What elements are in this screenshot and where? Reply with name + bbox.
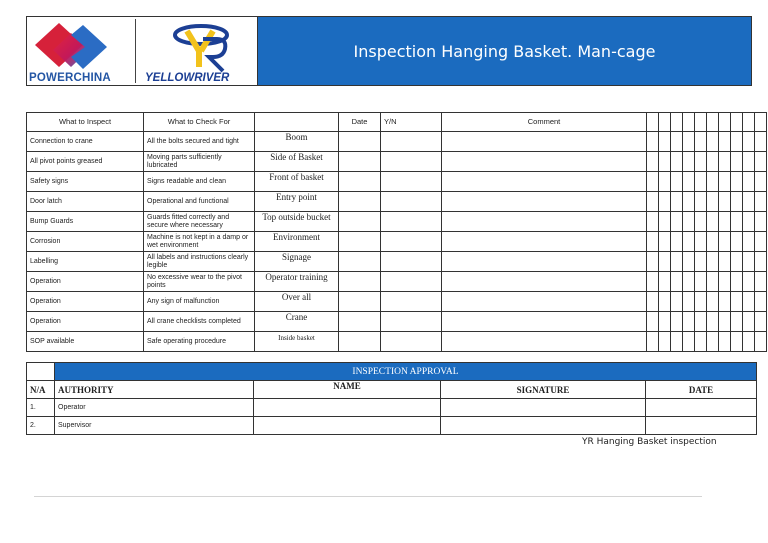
tick-box[interactable] xyxy=(719,312,731,332)
tick-box[interactable] xyxy=(755,172,767,192)
header-tick-box xyxy=(743,113,755,132)
approval-row-number: 2. xyxy=(27,417,55,435)
yn-field[interactable] xyxy=(381,232,442,252)
check-for-cell: Operational and functional xyxy=(144,192,255,212)
inspect-item-cell: Safety signs xyxy=(27,172,144,192)
location-cell: Signage xyxy=(255,252,339,272)
tick-box[interactable] xyxy=(671,152,683,172)
inspect-item-cell: Operation xyxy=(27,292,144,312)
tick-box[interactable] xyxy=(731,232,743,252)
tick-box[interactable] xyxy=(647,272,659,292)
tick-box[interactable] xyxy=(647,232,659,252)
location-cell: Side of Basket xyxy=(255,152,339,172)
header-comment: Comment xyxy=(442,113,647,132)
tick-box[interactable] xyxy=(755,292,767,312)
date-field[interactable] xyxy=(339,252,381,272)
tick-box[interactable] xyxy=(671,132,683,152)
approval-signature-field[interactable] xyxy=(441,417,646,435)
tick-box[interactable] xyxy=(731,152,743,172)
tick-box[interactable] xyxy=(731,312,743,332)
tick-box[interactable] xyxy=(731,172,743,192)
header-date: Date xyxy=(339,113,381,132)
comment-field[interactable] xyxy=(442,192,647,212)
tick-box[interactable] xyxy=(683,252,695,272)
tick-box[interactable] xyxy=(707,292,719,312)
header-tick-box xyxy=(671,113,683,132)
tick-box[interactable] xyxy=(671,312,683,332)
date-field[interactable] xyxy=(339,312,381,332)
tick-box[interactable] xyxy=(719,152,731,172)
yn-field[interactable] xyxy=(381,192,442,212)
tick-box[interactable] xyxy=(755,312,767,332)
header-tick-box xyxy=(683,113,695,132)
logo-divider xyxy=(135,19,136,83)
approval-table xyxy=(26,362,757,435)
tick-box[interactable] xyxy=(671,192,683,212)
header-tick-box xyxy=(731,113,743,132)
tick-box[interactable] xyxy=(719,212,731,232)
tick-box[interactable] xyxy=(755,272,767,292)
location-cell: Inside basket xyxy=(255,332,339,352)
inspect-item-cell: Corrosion xyxy=(27,232,144,252)
approval-band-title: INSPECTION APPROVAL xyxy=(55,363,757,381)
tick-box[interactable] xyxy=(743,212,755,232)
yn-field[interactable] xyxy=(381,252,442,272)
header-tick-box xyxy=(719,113,731,132)
title-band xyxy=(258,17,751,85)
date-field[interactable] xyxy=(339,332,381,352)
check-for-cell: Any sign of malfunction xyxy=(144,292,255,312)
inspect-item-cell: Operation xyxy=(27,272,144,292)
location-cell: Entry point xyxy=(255,192,339,212)
tick-box[interactable] xyxy=(659,132,671,152)
approval-signature-field[interactable] xyxy=(441,399,646,417)
tick-box[interactable] xyxy=(683,212,695,232)
tick-box[interactable] xyxy=(695,172,707,192)
tick-box[interactable] xyxy=(719,272,731,292)
logo-area xyxy=(27,17,258,85)
tick-box[interactable] xyxy=(659,292,671,312)
check-for-cell: All crane checklists completed xyxy=(144,312,255,332)
tick-box[interactable] xyxy=(731,292,743,312)
header-signature: SIGNATURE xyxy=(441,381,646,399)
tick-box[interactable] xyxy=(707,232,719,252)
tick-box[interactable] xyxy=(707,192,719,212)
yellowriver-logo xyxy=(139,17,257,85)
tick-box[interactable] xyxy=(659,312,671,332)
location-cell: Over all xyxy=(255,292,339,312)
tick-box[interactable] xyxy=(647,332,659,352)
tick-box[interactable] xyxy=(647,152,659,172)
approval-date-field[interactable] xyxy=(646,417,757,435)
tick-box[interactable] xyxy=(647,192,659,212)
inspection-table xyxy=(26,112,767,352)
tick-box[interactable] xyxy=(731,212,743,232)
comment-field[interactable] xyxy=(442,272,647,292)
approval-band-spacer xyxy=(27,363,55,381)
comment-field[interactable] xyxy=(442,292,647,312)
yn-field[interactable] xyxy=(381,312,442,332)
check-for-cell: All labels and instructions clearly legible xyxy=(144,252,255,272)
header-tick-box xyxy=(755,113,767,132)
inspect-item-cell: SOP available xyxy=(27,332,144,352)
check-for-cell: Moving parts sufficiently lubricated xyxy=(144,152,255,172)
header-location xyxy=(255,113,339,132)
tick-box[interactable] xyxy=(707,132,719,152)
location-cell: Front of basket xyxy=(255,172,339,192)
check-for-cell: Machine is not kept in a damp or wet environment xyxy=(144,232,255,252)
tick-box[interactable] xyxy=(707,252,719,272)
tick-box[interactable] xyxy=(683,192,695,212)
location-cell: Boom xyxy=(255,132,339,152)
tick-box[interactable] xyxy=(683,132,695,152)
inspect-item-cell: Labelling xyxy=(27,252,144,272)
tick-box[interactable] xyxy=(743,192,755,212)
table-row xyxy=(27,292,767,312)
comment-field[interactable] xyxy=(442,132,647,152)
table-row xyxy=(27,132,767,152)
header-na: N/A xyxy=(27,381,55,399)
table-row xyxy=(27,332,767,352)
comment-field[interactable] xyxy=(442,232,647,252)
yn-field[interactable] xyxy=(381,152,442,172)
tick-box[interactable] xyxy=(647,132,659,152)
footer-divider xyxy=(34,496,702,497)
tick-box[interactable] xyxy=(659,332,671,352)
tick-box[interactable] xyxy=(707,312,719,332)
tick-box[interactable] xyxy=(683,332,695,352)
header-tick-box xyxy=(707,113,719,132)
inspect-item-cell: Bump Guards xyxy=(27,212,144,232)
location-cell: Crane xyxy=(255,312,339,332)
tick-box[interactable] xyxy=(671,172,683,192)
tick-box[interactable] xyxy=(743,252,755,272)
yn-field[interactable] xyxy=(381,292,442,312)
yn-field[interactable] xyxy=(381,332,442,352)
approval-row-authority: Operator xyxy=(55,399,254,417)
table-row xyxy=(27,192,767,212)
tick-box[interactable] xyxy=(695,272,707,292)
powerchina-logo-text: POWERCHINA xyxy=(29,72,111,84)
tick-box[interactable] xyxy=(695,132,707,152)
tick-box[interactable] xyxy=(695,192,707,212)
tick-box[interactable] xyxy=(671,272,683,292)
date-field[interactable] xyxy=(339,172,381,192)
tick-box[interactable] xyxy=(719,232,731,252)
tick-box[interactable] xyxy=(743,292,755,312)
date-field[interactable] xyxy=(339,292,381,312)
tick-box[interactable] xyxy=(707,212,719,232)
table-row xyxy=(27,172,767,192)
table-row xyxy=(27,232,767,252)
tick-box[interactable] xyxy=(659,192,671,212)
date-field[interactable] xyxy=(339,232,381,252)
tick-box[interactable] xyxy=(683,172,695,192)
tick-box[interactable] xyxy=(671,292,683,312)
tick-box[interactable] xyxy=(671,212,683,232)
table-row xyxy=(27,312,767,332)
location-cell: Environment xyxy=(255,232,339,252)
tick-box[interactable] xyxy=(755,232,767,252)
tick-box[interactable] xyxy=(659,172,671,192)
approval-row-number: 1. xyxy=(27,399,55,417)
tick-box[interactable] xyxy=(647,212,659,232)
table-row xyxy=(27,152,767,172)
table-row xyxy=(27,272,767,292)
tick-box[interactable] xyxy=(707,172,719,192)
inspection-header-row xyxy=(27,113,767,132)
tick-box[interactable] xyxy=(647,252,659,272)
comment-field[interactable] xyxy=(442,332,647,352)
tick-box[interactable] xyxy=(659,212,671,232)
tick-box[interactable] xyxy=(731,252,743,272)
date-field[interactable] xyxy=(339,212,381,232)
tick-box[interactable] xyxy=(743,152,755,172)
tick-box[interactable] xyxy=(743,332,755,352)
tick-box[interactable] xyxy=(755,132,767,152)
check-for-cell: No excessive wear to the pivot points xyxy=(144,272,255,292)
tick-box[interactable] xyxy=(707,152,719,172)
tick-box[interactable] xyxy=(695,312,707,332)
check-for-cell: Safe operating procedure xyxy=(144,332,255,352)
tick-box[interactable] xyxy=(647,292,659,312)
tick-box[interactable] xyxy=(683,312,695,332)
tick-box[interactable] xyxy=(695,232,707,252)
header-tick-box xyxy=(695,113,707,132)
inspect-item-cell: All pivot points greased xyxy=(27,152,144,172)
tick-box[interactable] xyxy=(755,152,767,172)
date-field[interactable] xyxy=(339,132,381,152)
tick-box[interactable] xyxy=(671,252,683,272)
tick-box[interactable] xyxy=(755,212,767,232)
tick-box[interactable] xyxy=(683,152,695,172)
date-field[interactable] xyxy=(339,192,381,212)
tick-box[interactable] xyxy=(659,232,671,252)
page-title: Inspection Hanging Basket. Man-cage xyxy=(353,41,656,61)
approval-name-field[interactable] xyxy=(254,399,441,417)
tick-box[interactable] xyxy=(755,192,767,212)
check-for-cell: Guards fitted correctly and secure where necessary xyxy=(144,212,255,232)
inspect-item-cell: Door latch xyxy=(27,192,144,212)
location-cell: Operator training xyxy=(255,272,339,292)
header-approval-date: DATE xyxy=(646,381,757,399)
tick-box[interactable] xyxy=(683,272,695,292)
tick-box[interactable] xyxy=(731,132,743,152)
tick-box[interactable] xyxy=(719,172,731,192)
comment-field[interactable] xyxy=(442,212,647,232)
tick-box[interactable] xyxy=(659,272,671,292)
tick-box[interactable] xyxy=(671,232,683,252)
tick-box[interactable] xyxy=(743,172,755,192)
comment-field[interactable] xyxy=(442,252,647,272)
approval-row xyxy=(27,399,757,417)
tick-box[interactable] xyxy=(743,272,755,292)
header-tick-box xyxy=(659,113,671,132)
table-row xyxy=(27,212,767,232)
tick-box[interactable] xyxy=(731,332,743,352)
tick-box[interactable] xyxy=(719,192,731,212)
check-for-cell: Signs readable and clean xyxy=(144,172,255,192)
inspect-item-cell: Operation xyxy=(27,312,144,332)
tick-box[interactable] xyxy=(659,152,671,172)
header-tick-box xyxy=(647,113,659,132)
tick-box[interactable] xyxy=(731,272,743,292)
tick-box[interactable] xyxy=(695,292,707,312)
inspect-item-cell: Connection to crane xyxy=(27,132,144,152)
document-header xyxy=(26,16,752,86)
comment-field[interactable] xyxy=(442,312,647,332)
footer-note: YR Hanging Basket inspection xyxy=(582,437,717,447)
tick-box[interactable] xyxy=(695,332,707,352)
header-name: NAME xyxy=(254,381,441,399)
tick-box[interactable] xyxy=(743,132,755,152)
tick-box[interactable] xyxy=(719,132,731,152)
tick-box[interactable] xyxy=(719,332,731,352)
comment-field[interactable] xyxy=(442,172,647,192)
tick-box[interactable] xyxy=(755,332,767,352)
tick-box[interactable] xyxy=(695,212,707,232)
tick-box[interactable] xyxy=(647,172,659,192)
tick-box[interactable] xyxy=(683,292,695,312)
tick-box[interactable] xyxy=(659,252,671,272)
yn-field[interactable] xyxy=(381,272,442,292)
date-field[interactable] xyxy=(339,152,381,172)
date-field[interactable] xyxy=(339,272,381,292)
tick-box[interactable] xyxy=(731,192,743,212)
approval-row xyxy=(27,417,757,435)
approval-date-field[interactable] xyxy=(646,399,757,417)
approval-name-field[interactable] xyxy=(254,417,441,435)
tick-box[interactable] xyxy=(743,232,755,252)
approval-row-authority: Supervisor xyxy=(55,417,254,435)
tick-box[interactable] xyxy=(743,312,755,332)
header-what-to-check-for: What to Check For xyxy=(144,113,255,132)
tick-box[interactable] xyxy=(707,272,719,292)
tick-box[interactable] xyxy=(683,232,695,252)
header-what-to-inspect: What to Inspect xyxy=(27,113,144,132)
tick-box[interactable] xyxy=(755,252,767,272)
tick-box[interactable] xyxy=(707,332,719,352)
table-row xyxy=(27,252,767,272)
header-authority: AUTHORITY xyxy=(55,381,254,399)
yellowriver-logo-text: YELLOWRIVER xyxy=(145,72,230,84)
location-cell: Top outside bucket xyxy=(255,212,339,232)
yn-field[interactable] xyxy=(381,212,442,232)
approval-band-row xyxy=(27,363,757,381)
check-for-cell: All the bolts secured and tight xyxy=(144,132,255,152)
tick-box[interactable] xyxy=(647,312,659,332)
tick-box[interactable] xyxy=(695,252,707,272)
yn-field[interactable] xyxy=(381,172,442,192)
header-yn: Y/N xyxy=(381,113,442,132)
tick-box[interactable] xyxy=(671,332,683,352)
tick-box[interactable] xyxy=(719,252,731,272)
comment-field[interactable] xyxy=(442,152,647,172)
tick-box[interactable] xyxy=(695,152,707,172)
tick-box[interactable] xyxy=(719,292,731,312)
yn-field[interactable] xyxy=(381,132,442,152)
approval-header-row xyxy=(27,381,757,399)
